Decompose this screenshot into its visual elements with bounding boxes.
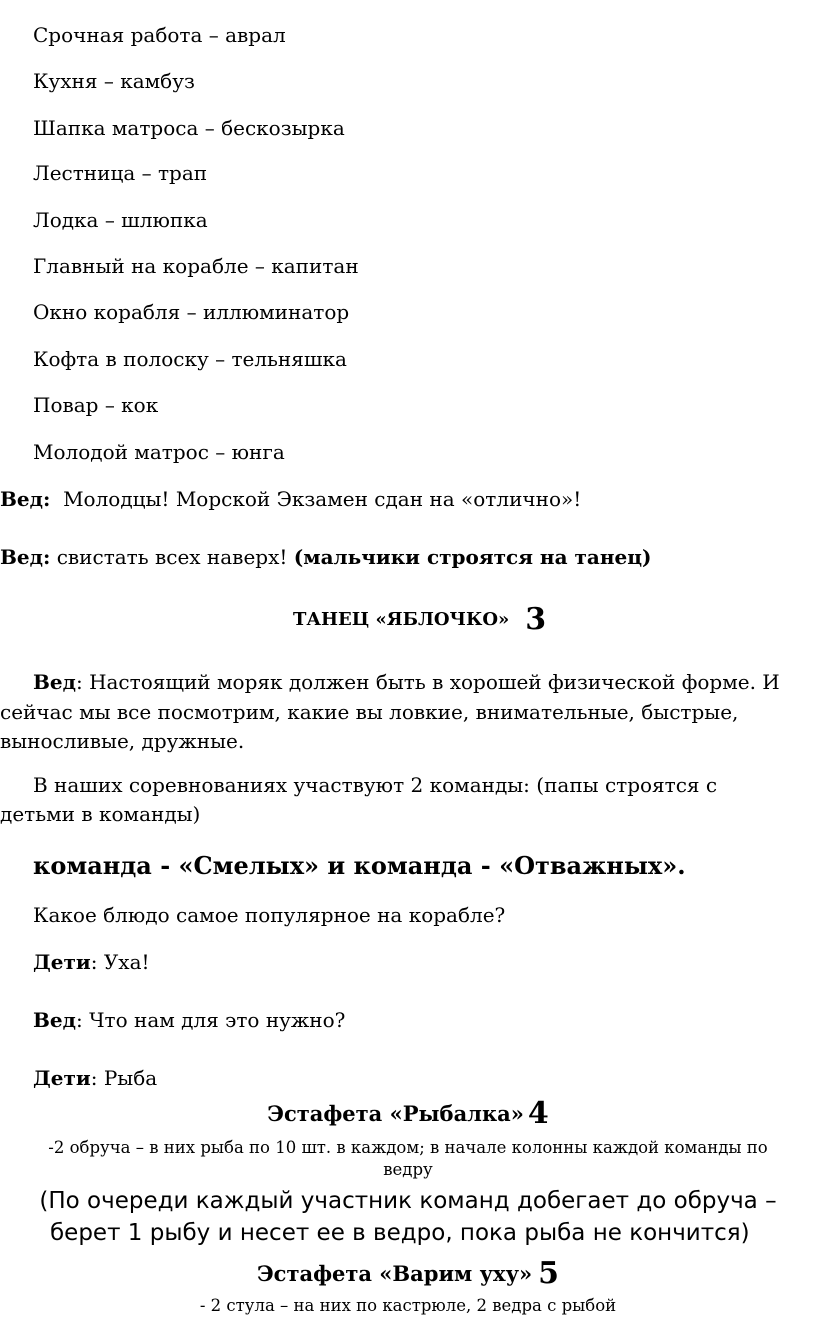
term-item: Окно корабля – иллюминатор [33, 300, 350, 324]
ved-line-exam [0, 487, 581, 511]
speech-text: Молодцы! Морской Экзамен сдан на «отлично»! [63, 487, 582, 511]
term-item: Срочная работа – аврал [33, 23, 286, 47]
teams-heading: команда - «Смелых» и команда - «Отважных». [33, 851, 686, 880]
kids-line-fish [33, 1066, 157, 1090]
relay-soup-heading [0, 1256, 816, 1291]
ved-line-whistle [0, 545, 651, 569]
kids-line-ukha [33, 950, 150, 974]
ved-paragraph-line [33, 670, 780, 694]
question-line: Какое блюдо самое популярное на корабле? [33, 903, 506, 927]
relay-rules-line: (По очереди каждый участник команд добегает до обруча – [39, 1188, 777, 1214]
stage-direction: (мальчики строятся на танец) [293, 545, 652, 569]
ved-paragraph-line: выносливые, дружные. [0, 729, 245, 753]
term-item: Молодой матрос – юнга [33, 440, 285, 464]
speaker-label: Вед: [0, 545, 51, 569]
dance-number: 3 [525, 602, 547, 637]
ved-line-need [33, 1008, 345, 1032]
relay-fishing-heading [0, 1096, 816, 1131]
term-item: Кухня – камбуз [33, 69, 195, 93]
speech-text: : Уха! [90, 950, 150, 974]
speaker-label: Вед [33, 670, 76, 694]
term-item: Повар – кок [33, 393, 159, 417]
term-item: Лестница – трап [33, 161, 208, 185]
relay-title: Эстафета «Рыбалка» [267, 1101, 524, 1126]
speech-text: : Рыба [90, 1066, 158, 1090]
speaker-label: Дети [33, 950, 91, 974]
relay-props-line: ведру [383, 1160, 433, 1179]
speaker-label: Дети [33, 1066, 91, 1090]
ved-paragraph-line: сейчас мы все посмотрим, какие вы ловкие, внимательные, быстрые, [0, 700, 739, 724]
term-item: Кофта в полоску – тельняшка [33, 347, 347, 371]
relay-title: Эстафета «Варим уху» [256, 1261, 533, 1286]
term-item: Главный на корабле – капитан [33, 254, 359, 278]
speaker-label: Вед [33, 1008, 76, 1032]
relay-props-line: - 2 стула – на них по кастрюле, 2 ведра с рыбой [199, 1296, 617, 1315]
speech-text: свистать всех наверх! [50, 545, 294, 569]
relay-number: 4 [527, 1096, 549, 1131]
speech-text: : Что нам для это нужно? [75, 1008, 346, 1032]
dance-heading [293, 602, 546, 637]
speech-text: : Настоящий моряк должен быть в хорошей физической форме. И [75, 670, 780, 694]
relay-rules-line: берет 1 рыбу и несет ее в ведро, пока рыба не кончится) [50, 1220, 750, 1246]
teams-intro-line: детьми в команды) [0, 802, 201, 826]
term-item: Лодка – шлюпка [33, 208, 208, 232]
relay-number: 5 [538, 1256, 560, 1291]
dance-title: ТАНЕЦ «ЯБЛОЧКО» [293, 609, 510, 630]
teams-intro-line: В наших соревнованиях участвуют 2 команды: (папы строятся с [33, 773, 718, 797]
relay-props-line: -2 обруча – в них рыба по 10 шт. в каждом; в начале колонны каждой команды по [48, 1138, 768, 1157]
term-item: Шапка матроса – бескозырка [33, 116, 345, 140]
speaker-label: Вед: [0, 487, 51, 511]
